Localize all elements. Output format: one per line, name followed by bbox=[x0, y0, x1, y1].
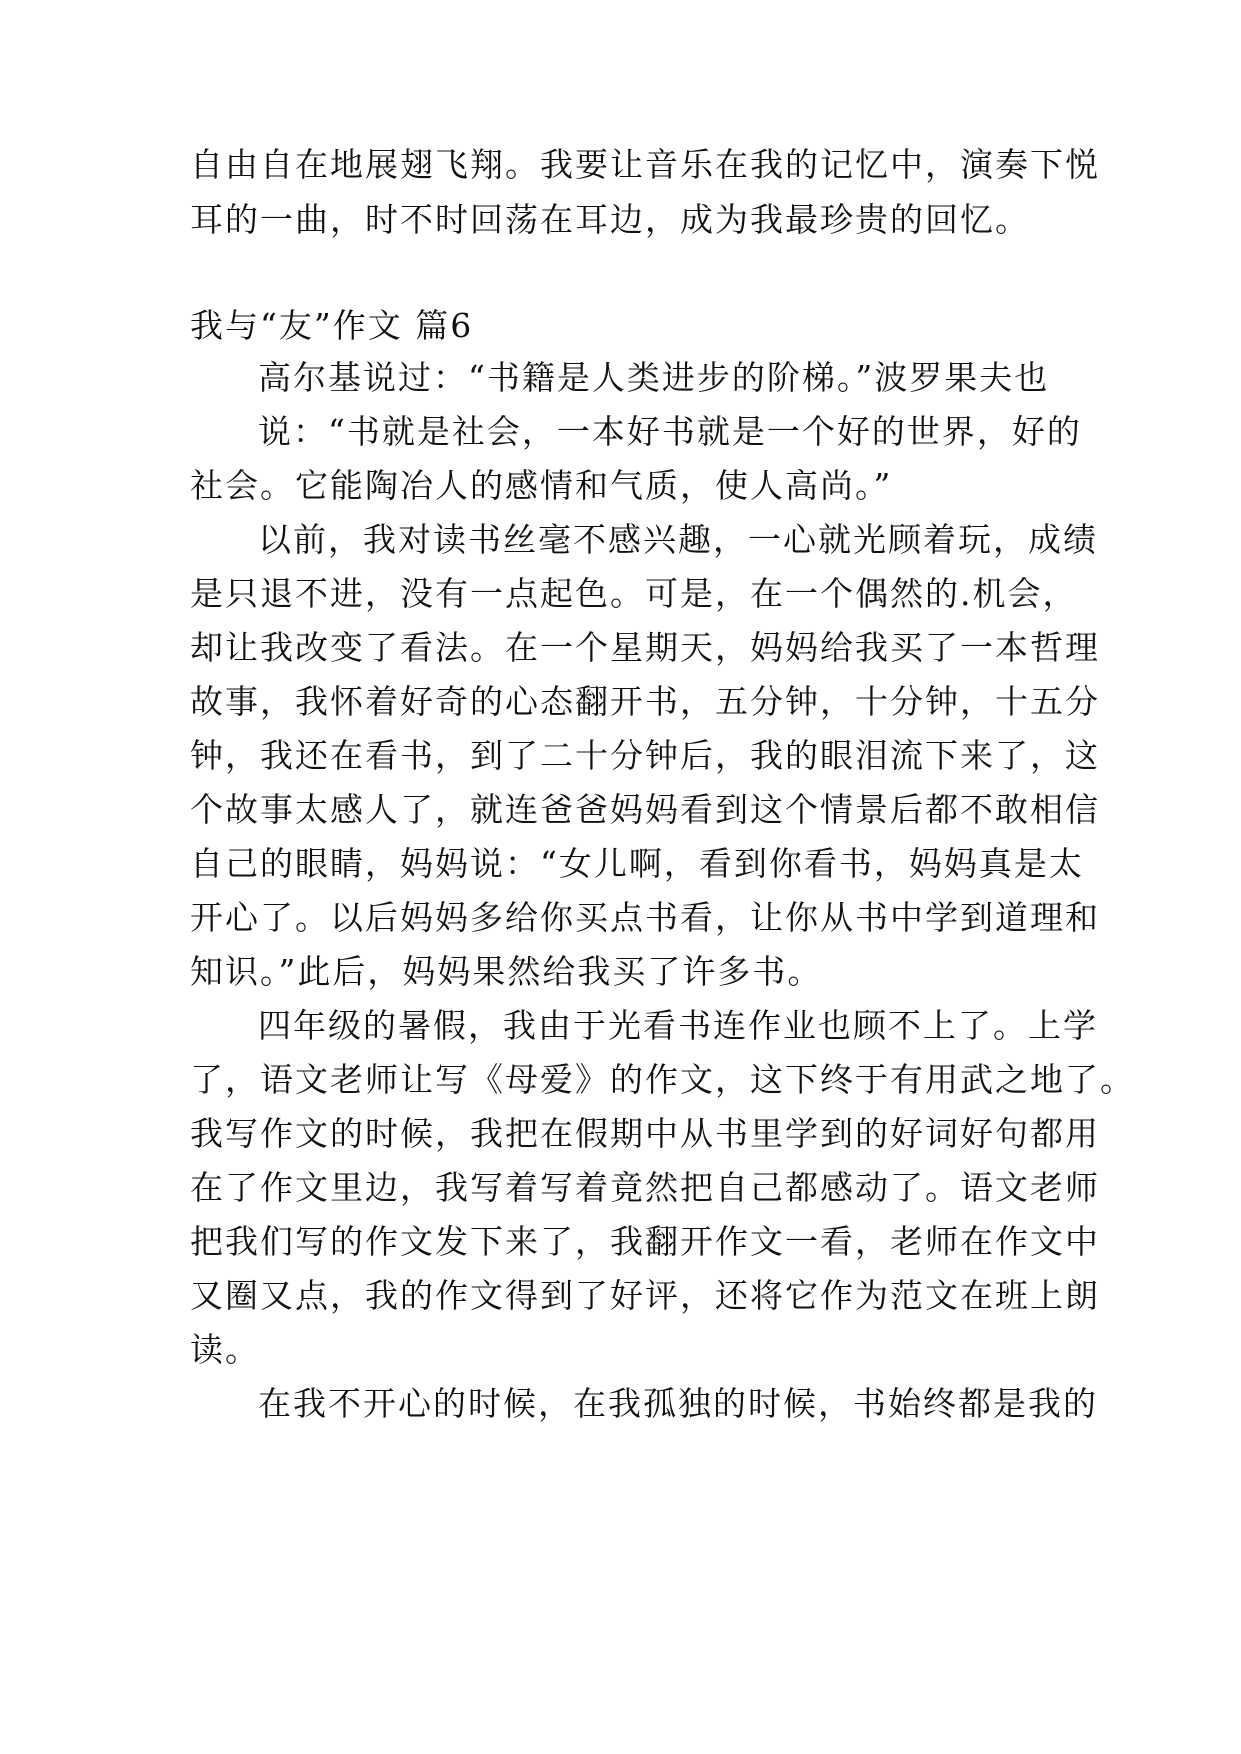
body-line: 我写作文的时候，我把在假期中从书里学到的好词好句都用 bbox=[190, 1114, 1100, 1153]
body-line: 了，语文老师让写《母爱》的作文，这下终于有用武之地了。 bbox=[190, 1060, 1135, 1099]
body-line: 四年级的暑假，我由于光看书连作业也顾不上了。上学 bbox=[258, 1006, 1098, 1045]
body-line: 自己的眼睛，妈妈说：“女儿啊，看到你看书，妈妈真是太 bbox=[190, 844, 1084, 883]
body-line: 在了作文里边，我写着写着竟然把自己都感动了。语文老师 bbox=[190, 1168, 1100, 1207]
section-title: 我与“友”作文 篇6 bbox=[190, 306, 474, 345]
body-line: 个故事太感人了，就连爸爸妈妈看到这个情景后都不敢相信 bbox=[190, 790, 1100, 829]
intro-line: 耳的一曲，时不时回荡在耳边，成为我最珍贵的回忆。 bbox=[190, 200, 1030, 239]
body-line: 把我们写的作文发下来了，我翻开作文一看，老师在作文中 bbox=[190, 1222, 1100, 1261]
body-line: 社会。它能陶冶人的感情和气质，使人高尚。” bbox=[190, 466, 893, 505]
intro-line: 自由自在地展翅飞翔。我要让音乐在我的记忆中，演奏下悦 bbox=[190, 145, 1100, 184]
body-line: 钟，我还在看书，到了二十分钟后，我的眼泪流下来了，这 bbox=[190, 736, 1100, 775]
body-line: 是只退不进，没有一点起色。可是，在一个偶然的.机会， bbox=[190, 574, 1078, 613]
body-line: 以前，我对读书丝毫不感兴趣，一心就光顾着玩，成绩 bbox=[258, 520, 1098, 559]
body-line: 说：“书就是社会，一本好书就是一个好的世界，好的 bbox=[258, 412, 1082, 451]
body-line: 高尔基说过：“书籍是人类进步的阶梯。”波罗果夫也 bbox=[258, 358, 1050, 397]
body-line: 在我不开心的时候，在我孤独的时候，书始终都是我的 bbox=[258, 1384, 1098, 1423]
body-line: 故事，我怀着好奇的心态翻开书，五分钟，十分钟，十五分 bbox=[190, 682, 1100, 721]
body-line: 却让我改变了看法。在一个星期天，妈妈给我买了一本哲理 bbox=[190, 628, 1100, 667]
body-line: 开心了。以后妈妈多给你买点书看，让你从书中学到道理和 bbox=[190, 898, 1100, 937]
body-line: 又圈又点，我的作文得到了好评，还将它作为范文在班上朗 bbox=[190, 1276, 1100, 1315]
body-line: 读。 bbox=[190, 1330, 260, 1369]
body-line: 知识。”此后，妈妈果然给我买了许多书。 bbox=[190, 952, 823, 991]
